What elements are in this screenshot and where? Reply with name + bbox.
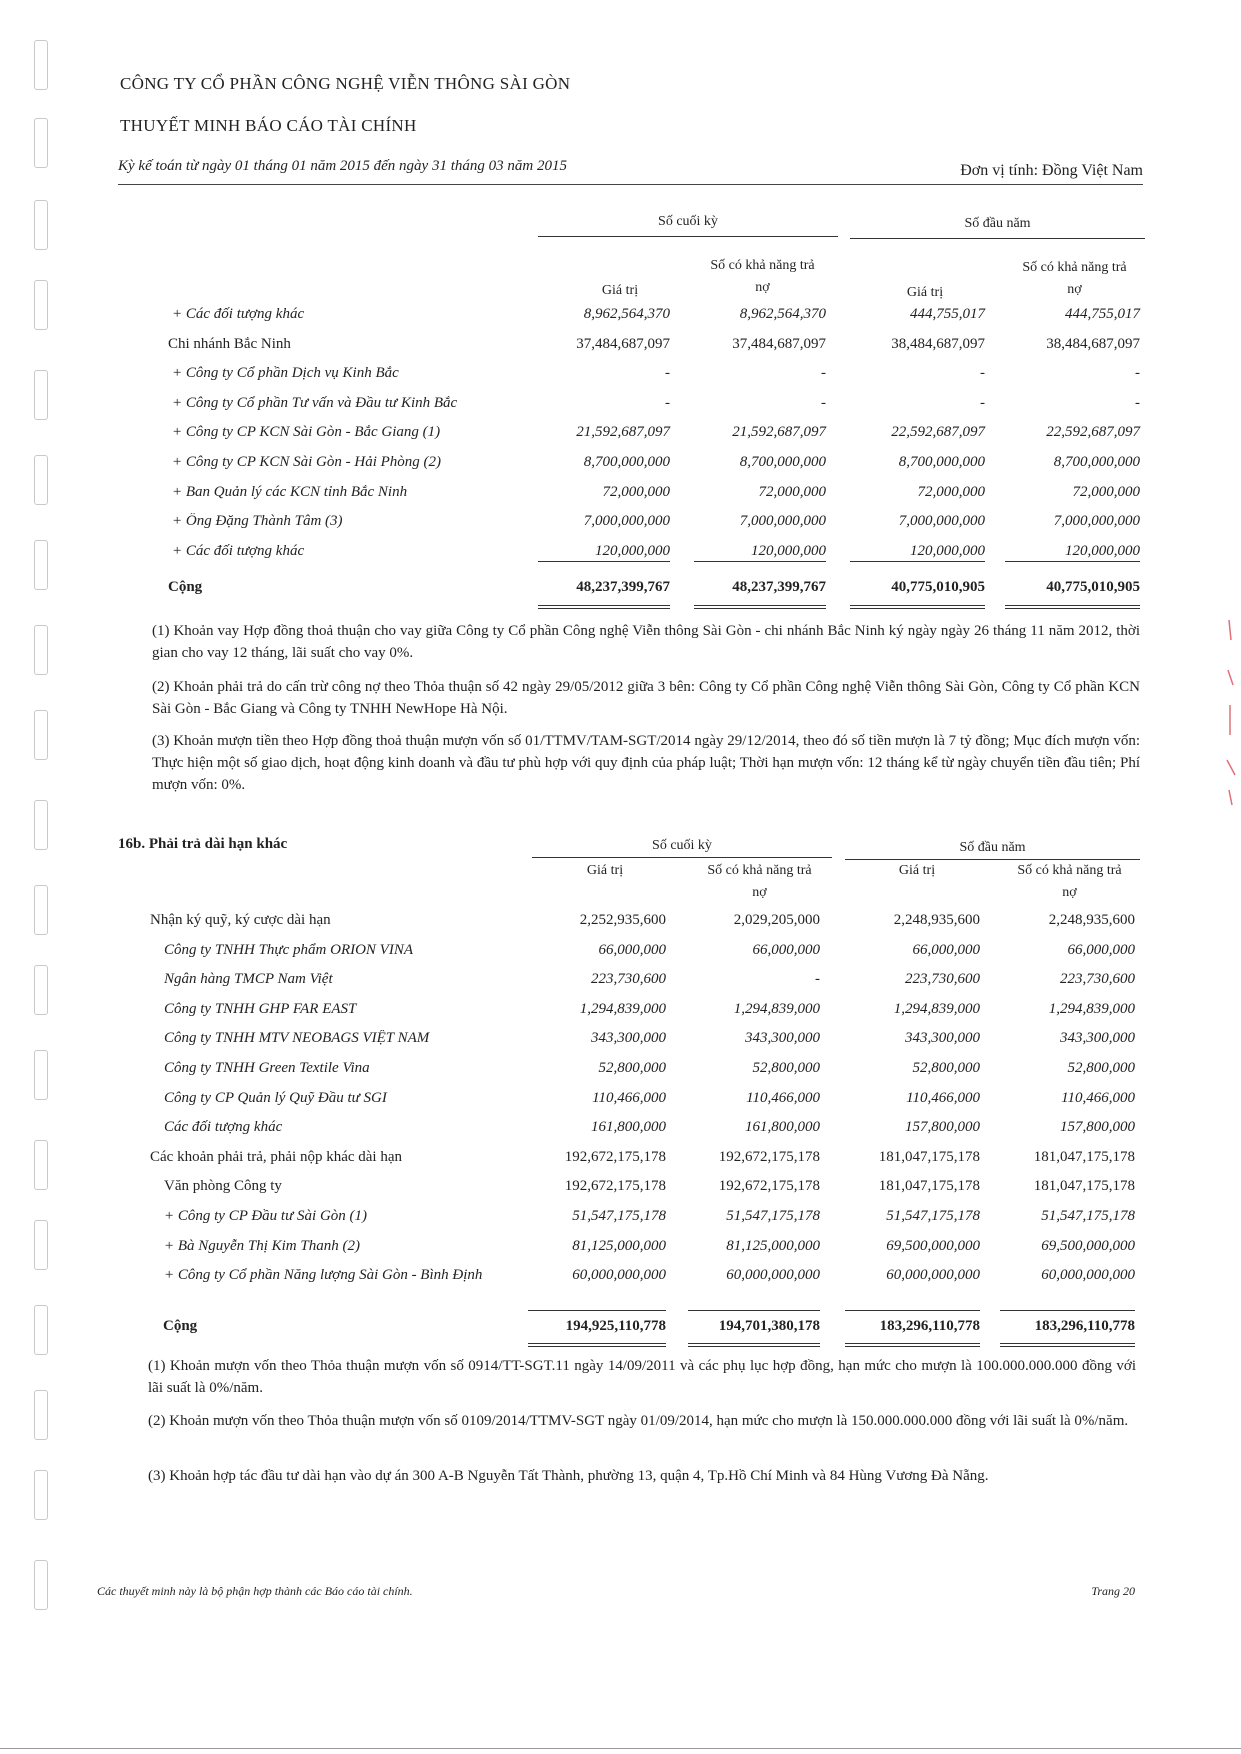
row-value: 343,300,000 — [745, 1030, 820, 1047]
binder-hole — [34, 1470, 48, 1520]
row-value: 343,300,000 — [1060, 1030, 1135, 1047]
row-value: 2,248,935,600 — [1048, 912, 1135, 928]
column-header-line: nợ — [1067, 282, 1082, 297]
row-value: - — [1135, 365, 1140, 382]
footnote: (3) Khoản hợp tác đầu tư dài hạn vào dự án 300 A-B Nguyễn Tất Thành, phường 13, quận 4, Tp.Hồ Chí Minh và 84 Hùng Vương Đà Nẵng. — [148, 1468, 989, 1484]
footnote: (1) Khoản mượn vốn theo Thỏa thuận mượn vốn số 0914/TT-SGT.11 ngày 14/09/2011 và các phụ lục hợp đồng, hạn mức cho mượn là 100.000.000.000 đồng với lãi suất là 0%/năm. — [148, 1358, 1136, 1396]
row-value: 223,730,600 — [905, 971, 980, 988]
footnote: (3) Khoản mượn tiền theo Hợp đồng thoả thuận mượn vốn số 01/TTMV/TAM-SGT/2014 ngày 29/12/2014, theo đó số tiền mượn là 7 tỷ đồng; Mục đích mượn vốn: Thực hiện một số giao dịch, hoạt động kinh doanh và đầu tư phù hợp với quy định của pháp luật; Thời hạn mượn vốn: 12 tháng kể từ ngày chuyển tiền đầu tiên; Phí mượn vốn: 0%. — [152, 733, 1140, 793]
footnote: (2) Khoản mượn vốn theo Thỏa thuận mượn vốn số 0109/2014/TTMV-SGT ngày 01/09/2014, hạn mức cho mượn là 150.000.000.000 đồng với lãi suất là 0%/năm. — [148, 1413, 1129, 1429]
table-row — [0, 1030, 1241, 1054]
subtotal-rule — [694, 561, 826, 562]
table-row — [0, 1119, 1241, 1143]
row-value: 8,700,000,000 — [898, 454, 985, 470]
column-header-line: Số có khả năng trả — [1022, 260, 1127, 275]
table-row — [0, 1208, 1241, 1232]
row-value: 72,000,000 — [758, 483, 826, 500]
table-row — [0, 454, 1241, 478]
table-row — [0, 1149, 1241, 1173]
row-label: Công ty TNHH Thực phẩm ORION VINA — [164, 941, 414, 958]
row-value: - — [665, 365, 670, 382]
row-label: Công ty TNHH MTV NEOBAGS VIỆT NAM — [164, 1030, 430, 1047]
row-value: 8,700,000,000 — [583, 454, 670, 470]
row-label: Công ty CP Quản lý Quỹ Đầu tư SGI — [164, 1089, 387, 1106]
column-header-line: nợ — [1062, 885, 1077, 900]
double-rule — [850, 605, 985, 609]
row-label: Các đối tượng khác — [164, 1119, 283, 1136]
row-label: Công ty TNHH Green Textile Vina — [164, 1060, 370, 1076]
table-row — [0, 424, 1241, 448]
row-value: - — [1135, 394, 1140, 411]
total-value: 40,775,010,905 — [891, 579, 985, 595]
column-header-line: Số có khả năng trả — [710, 258, 815, 273]
report-title: THUYẾT MINH BÁO CÁO TÀI CHÍNH — [120, 116, 417, 135]
group-header-begin: Số đầu năm — [964, 216, 1031, 231]
row-value: 1,294,839,000 — [733, 1000, 820, 1017]
row-label: + Ông Đặng Thành Tâm (3) — [172, 513, 343, 530]
row-value: 21,592,687,097 — [732, 424, 826, 441]
total-label: Cộng — [168, 579, 203, 595]
section-title: 16b. Phải trả dài hạn khác — [118, 836, 288, 852]
row-value: 60,000,000,000 — [1041, 1267, 1135, 1284]
column-header-value: Giá trị — [586, 863, 624, 878]
table-row — [0, 1178, 1241, 1202]
table-row — [0, 484, 1241, 508]
table-row — [0, 543, 1241, 567]
row-value: 192,672,175,178 — [718, 1178, 820, 1195]
row-value: 223,730,600 — [1060, 971, 1135, 988]
row-value: 1,294,839,000 — [1048, 1000, 1135, 1017]
row-value: 52,800,000 — [752, 1060, 820, 1076]
total-value: 48,237,399,767 — [576, 579, 670, 595]
row-value: 1,294,839,000 — [579, 1000, 666, 1017]
binder-hole — [34, 625, 48, 675]
row-value: 192,672,175,178 — [564, 1148, 666, 1165]
row-value: 52,800,000 — [598, 1060, 666, 1076]
footer-note: Các thuyết minh này là bộ phận hợp thành các Báo cáo tài chính. — [97, 1584, 413, 1598]
row-value: 181,047,175,178 — [1033, 1178, 1135, 1195]
row-value: - — [821, 394, 826, 411]
row-value: 157,800,000 — [905, 1119, 980, 1136]
row-value: 2,252,935,600 — [579, 912, 666, 928]
row-value: 192,672,175,178 — [564, 1178, 666, 1195]
row-label: + Ban Quản lý các KCN tỉnh Bắc Ninh — [172, 483, 408, 500]
row-value: 120,000,000 — [595, 542, 670, 559]
subtotal-rule — [528, 1310, 666, 1311]
group-rule — [850, 238, 1145, 239]
column-header-line: nợ — [752, 885, 767, 900]
total-value: 183,296,110,778 — [879, 1318, 980, 1334]
group-rule — [538, 236, 838, 237]
row-value: - — [821, 365, 826, 382]
total-value: 40,775,010,905 — [1046, 579, 1140, 595]
total-value: 183,296,110,778 — [1034, 1318, 1135, 1334]
row-value: 157,800,000 — [1060, 1119, 1135, 1136]
row-value: 51,547,175,178 — [726, 1208, 820, 1224]
row-value: 110,466,000 — [592, 1089, 666, 1106]
double-rule — [694, 605, 826, 609]
row-label: + Công ty CP KCN Sài Gòn - Hải Phòng (2) — [172, 454, 442, 470]
double-rule — [1005, 605, 1140, 609]
row-value: 72,000,000 — [1072, 483, 1140, 500]
row-label: + Công ty CP KCN Sài Gòn - Bắc Giang (1) — [172, 424, 441, 441]
row-value: 120,000,000 — [751, 542, 826, 559]
row-value: - — [665, 394, 670, 411]
row-value: 72,000,000 — [602, 483, 670, 500]
row-value: 181,047,175,178 — [878, 1148, 980, 1165]
double-rule — [1000, 1343, 1135, 1347]
row-value: 1,294,839,000 — [893, 1000, 980, 1017]
column-header-line: Số có khả năng trả — [707, 863, 812, 878]
table-row — [0, 1001, 1241, 1025]
subtotal-rule — [688, 1310, 820, 1311]
table-row-total — [0, 1318, 1241, 1342]
column-header-capacity — [987, 860, 1152, 904]
row-value: 66,000,000 — [598, 941, 666, 958]
row-label: + Công ty Cổ phần Dịch vụ Kinh Bắc — [172, 365, 399, 382]
column-header-capacity — [680, 255, 845, 299]
table-row-total — [0, 579, 1241, 603]
total-label: Cộng — [163, 1318, 198, 1334]
row-value: 81,125,000,000 — [726, 1237, 820, 1254]
row-value: 7,000,000,000 — [898, 513, 985, 530]
binder-hole — [34, 1560, 48, 1610]
row-value: 120,000,000 — [1065, 542, 1140, 559]
row-value: 8,962,564,370 — [583, 306, 670, 322]
double-rule — [688, 1343, 820, 1347]
row-value: 8,700,000,000 — [1053, 454, 1140, 470]
row-value: 51,547,175,178 — [572, 1208, 666, 1224]
table-row — [0, 365, 1241, 389]
table-row — [0, 1267, 1241, 1291]
group-header-end: Số cuối kỳ — [658, 214, 718, 229]
currency-unit: Đơn vị tính: Đồng Việt Nam — [960, 162, 1143, 179]
table-row — [0, 1060, 1241, 1084]
column-header-capacity — [677, 860, 842, 904]
binder-hole — [34, 200, 48, 250]
row-value: 72,000,000 — [917, 483, 985, 500]
row-value: 444,755,017 — [910, 306, 985, 322]
total-value: 48,237,399,767 — [732, 579, 826, 595]
column-header-capacity — [992, 257, 1157, 301]
row-value: 22,592,687,097 — [1046, 424, 1140, 441]
row-value: - — [815, 971, 820, 988]
column-header-value: Giá trị — [906, 285, 944, 300]
column-header-line: Số có khả năng trả — [1017, 863, 1122, 878]
table-row — [0, 1090, 1241, 1114]
row-label: + Công ty CP Đầu tư Sài Gòn (1) — [164, 1208, 368, 1224]
row-value: 38,484,687,097 — [1046, 335, 1140, 352]
row-value: 60,000,000,000 — [886, 1267, 980, 1284]
table-row — [0, 942, 1241, 966]
row-value: 7,000,000,000 — [1053, 513, 1140, 530]
row-value: 2,029,205,000 — [733, 912, 820, 928]
binder-hole — [34, 1390, 48, 1440]
row-label: Các khoản phải trả, phải nộp khác dài hạn — [150, 1148, 402, 1165]
row-value: 181,047,175,178 — [1033, 1148, 1135, 1165]
table-row — [0, 306, 1241, 330]
row-value: - — [980, 394, 985, 411]
row-value: 120,000,000 — [910, 542, 985, 559]
row-value: 22,592,687,097 — [891, 424, 985, 441]
page-number: Trang 20 — [1091, 1584, 1135, 1598]
binder-hole — [34, 710, 48, 760]
row-value: 66,000,000 — [1067, 941, 1135, 958]
subtotal-rule — [1005, 561, 1140, 562]
row-label: Văn phòng Công ty — [164, 1178, 282, 1195]
table-row — [0, 513, 1241, 537]
row-value: 52,800,000 — [912, 1060, 980, 1076]
total-value: 194,701,380,178 — [718, 1318, 820, 1334]
group-header-begin: Số đầu năm — [959, 840, 1026, 855]
row-value: 181,047,175,178 — [878, 1178, 980, 1195]
subtotal-rule — [845, 1310, 980, 1311]
row-value: 38,484,687,097 — [891, 335, 985, 352]
row-value: 444,755,017 — [1065, 306, 1140, 322]
row-value: 192,672,175,178 — [718, 1148, 820, 1165]
double-rule — [538, 605, 670, 609]
row-value: 60,000,000,000 — [572, 1267, 666, 1284]
column-header-value: Giá trị — [898, 863, 936, 878]
row-value: 51,547,175,178 — [886, 1208, 980, 1224]
row-value: 8,962,564,370 — [739, 306, 826, 322]
row-value: - — [980, 365, 985, 382]
row-value: 343,300,000 — [905, 1030, 980, 1047]
subtotal-rule — [1000, 1310, 1135, 1311]
binder-hole — [34, 40, 48, 90]
row-label: + Các đối tượng khác — [172, 306, 305, 322]
table-row — [0, 971, 1241, 995]
table-row — [0, 336, 1241, 360]
table-row — [0, 912, 1241, 936]
header-divider — [118, 184, 1143, 185]
row-value: 223,730,600 — [591, 971, 666, 988]
row-label: Công ty TNHH GHP FAR EAST — [164, 1000, 357, 1017]
row-value: 66,000,000 — [912, 941, 980, 958]
group-header-end: Số cuối kỳ — [652, 838, 712, 853]
footnote: (2) Khoản phải trả do cấn trừ công nợ theo Thỏa thuận số 42 ngày 29/05/2012 giữa 3 bên: Công ty Cổ phần Công nghệ Viễn thông Sài Gòn, Công ty Cổ phần KCN Sài Gòn - Bắc Giang và Công ty TNHH NewHope Hà Nội. — [152, 679, 1140, 717]
company-name: CÔNG TY CỔ PHẦN CÔNG NGHỆ VIỄN THÔNG SÀI GÒN — [120, 74, 571, 93]
row-value: 21,592,687,097 — [576, 424, 670, 441]
row-label: + Công ty Cổ phần Tư vấn và Đầu tư Kinh Bắc — [172, 394, 458, 411]
row-label: + Bà Nguyễn Thị Kim Thanh (2) — [164, 1237, 360, 1254]
group-rule — [532, 857, 832, 858]
row-value: 2,248,935,600 — [893, 912, 980, 928]
row-value: 7,000,000,000 — [739, 513, 826, 530]
column-header-value: Giá trị — [601, 283, 639, 298]
bottom-edge — [0, 1748, 1241, 1749]
binder-hole — [34, 800, 48, 850]
subtotal-rule — [538, 561, 670, 562]
row-value: 51,547,175,178 — [1041, 1208, 1135, 1224]
table-row — [0, 395, 1241, 419]
row-value: 8,700,000,000 — [739, 454, 826, 470]
total-value: 194,925,110,778 — [565, 1318, 666, 1334]
row-value: 37,484,687,097 — [576, 335, 670, 352]
row-label: + Các đối tượng khác — [172, 542, 305, 559]
row-value: 161,800,000 — [591, 1119, 666, 1136]
row-value: 37,484,687,097 — [732, 335, 826, 352]
row-value: 110,466,000 — [906, 1089, 980, 1106]
binder-hole — [34, 118, 48, 168]
row-value: 81,125,000,000 — [572, 1237, 666, 1254]
reporting-period: Kỳ kế toán từ ngày 01 tháng 01 năm 2015 đến ngày 31 tháng 03 năm 2015 — [118, 158, 567, 174]
row-value: 7,000,000,000 — [583, 513, 670, 530]
footnote: (1) Khoản vay Hợp đồng thoả thuận cho vay giữa Công ty Cổ phần Công nghệ Viễn thông Sài Gòn - chi nhánh Bắc Ninh ký ngày ngày 26 tháng 11 năm 2012, thời gian cho vay 12 tháng, lãi suất cho vay 0%. — [152, 623, 1140, 661]
row-value: 110,466,000 — [1061, 1089, 1135, 1106]
row-value: 52,800,000 — [1067, 1060, 1135, 1076]
row-label: Chi nhánh Bắc Ninh — [168, 335, 291, 352]
row-value: 69,500,000,000 — [886, 1237, 980, 1254]
row-value: 343,300,000 — [591, 1030, 666, 1047]
double-rule — [845, 1343, 980, 1347]
row-label: + Công ty Cổ phần Năng lượng Sài Gòn - Bình Định — [164, 1267, 483, 1284]
double-rule — [528, 1343, 666, 1347]
subtotal-rule — [850, 561, 985, 562]
row-label: Nhận ký quỹ, ký cược dài hạn — [150, 912, 331, 928]
row-value: 69,500,000,000 — [1041, 1237, 1135, 1254]
row-value: 110,466,000 — [746, 1089, 820, 1106]
row-value: 66,000,000 — [752, 941, 820, 958]
column-header-line: nợ — [755, 280, 770, 295]
row-label: Ngân hàng TMCP Nam Việt — [164, 971, 333, 988]
table-row — [0, 1238, 1241, 1262]
row-value: 60,000,000,000 — [726, 1267, 820, 1284]
row-value: 161,800,000 — [745, 1119, 820, 1136]
seal-fragment-icon — [1225, 610, 1239, 810]
